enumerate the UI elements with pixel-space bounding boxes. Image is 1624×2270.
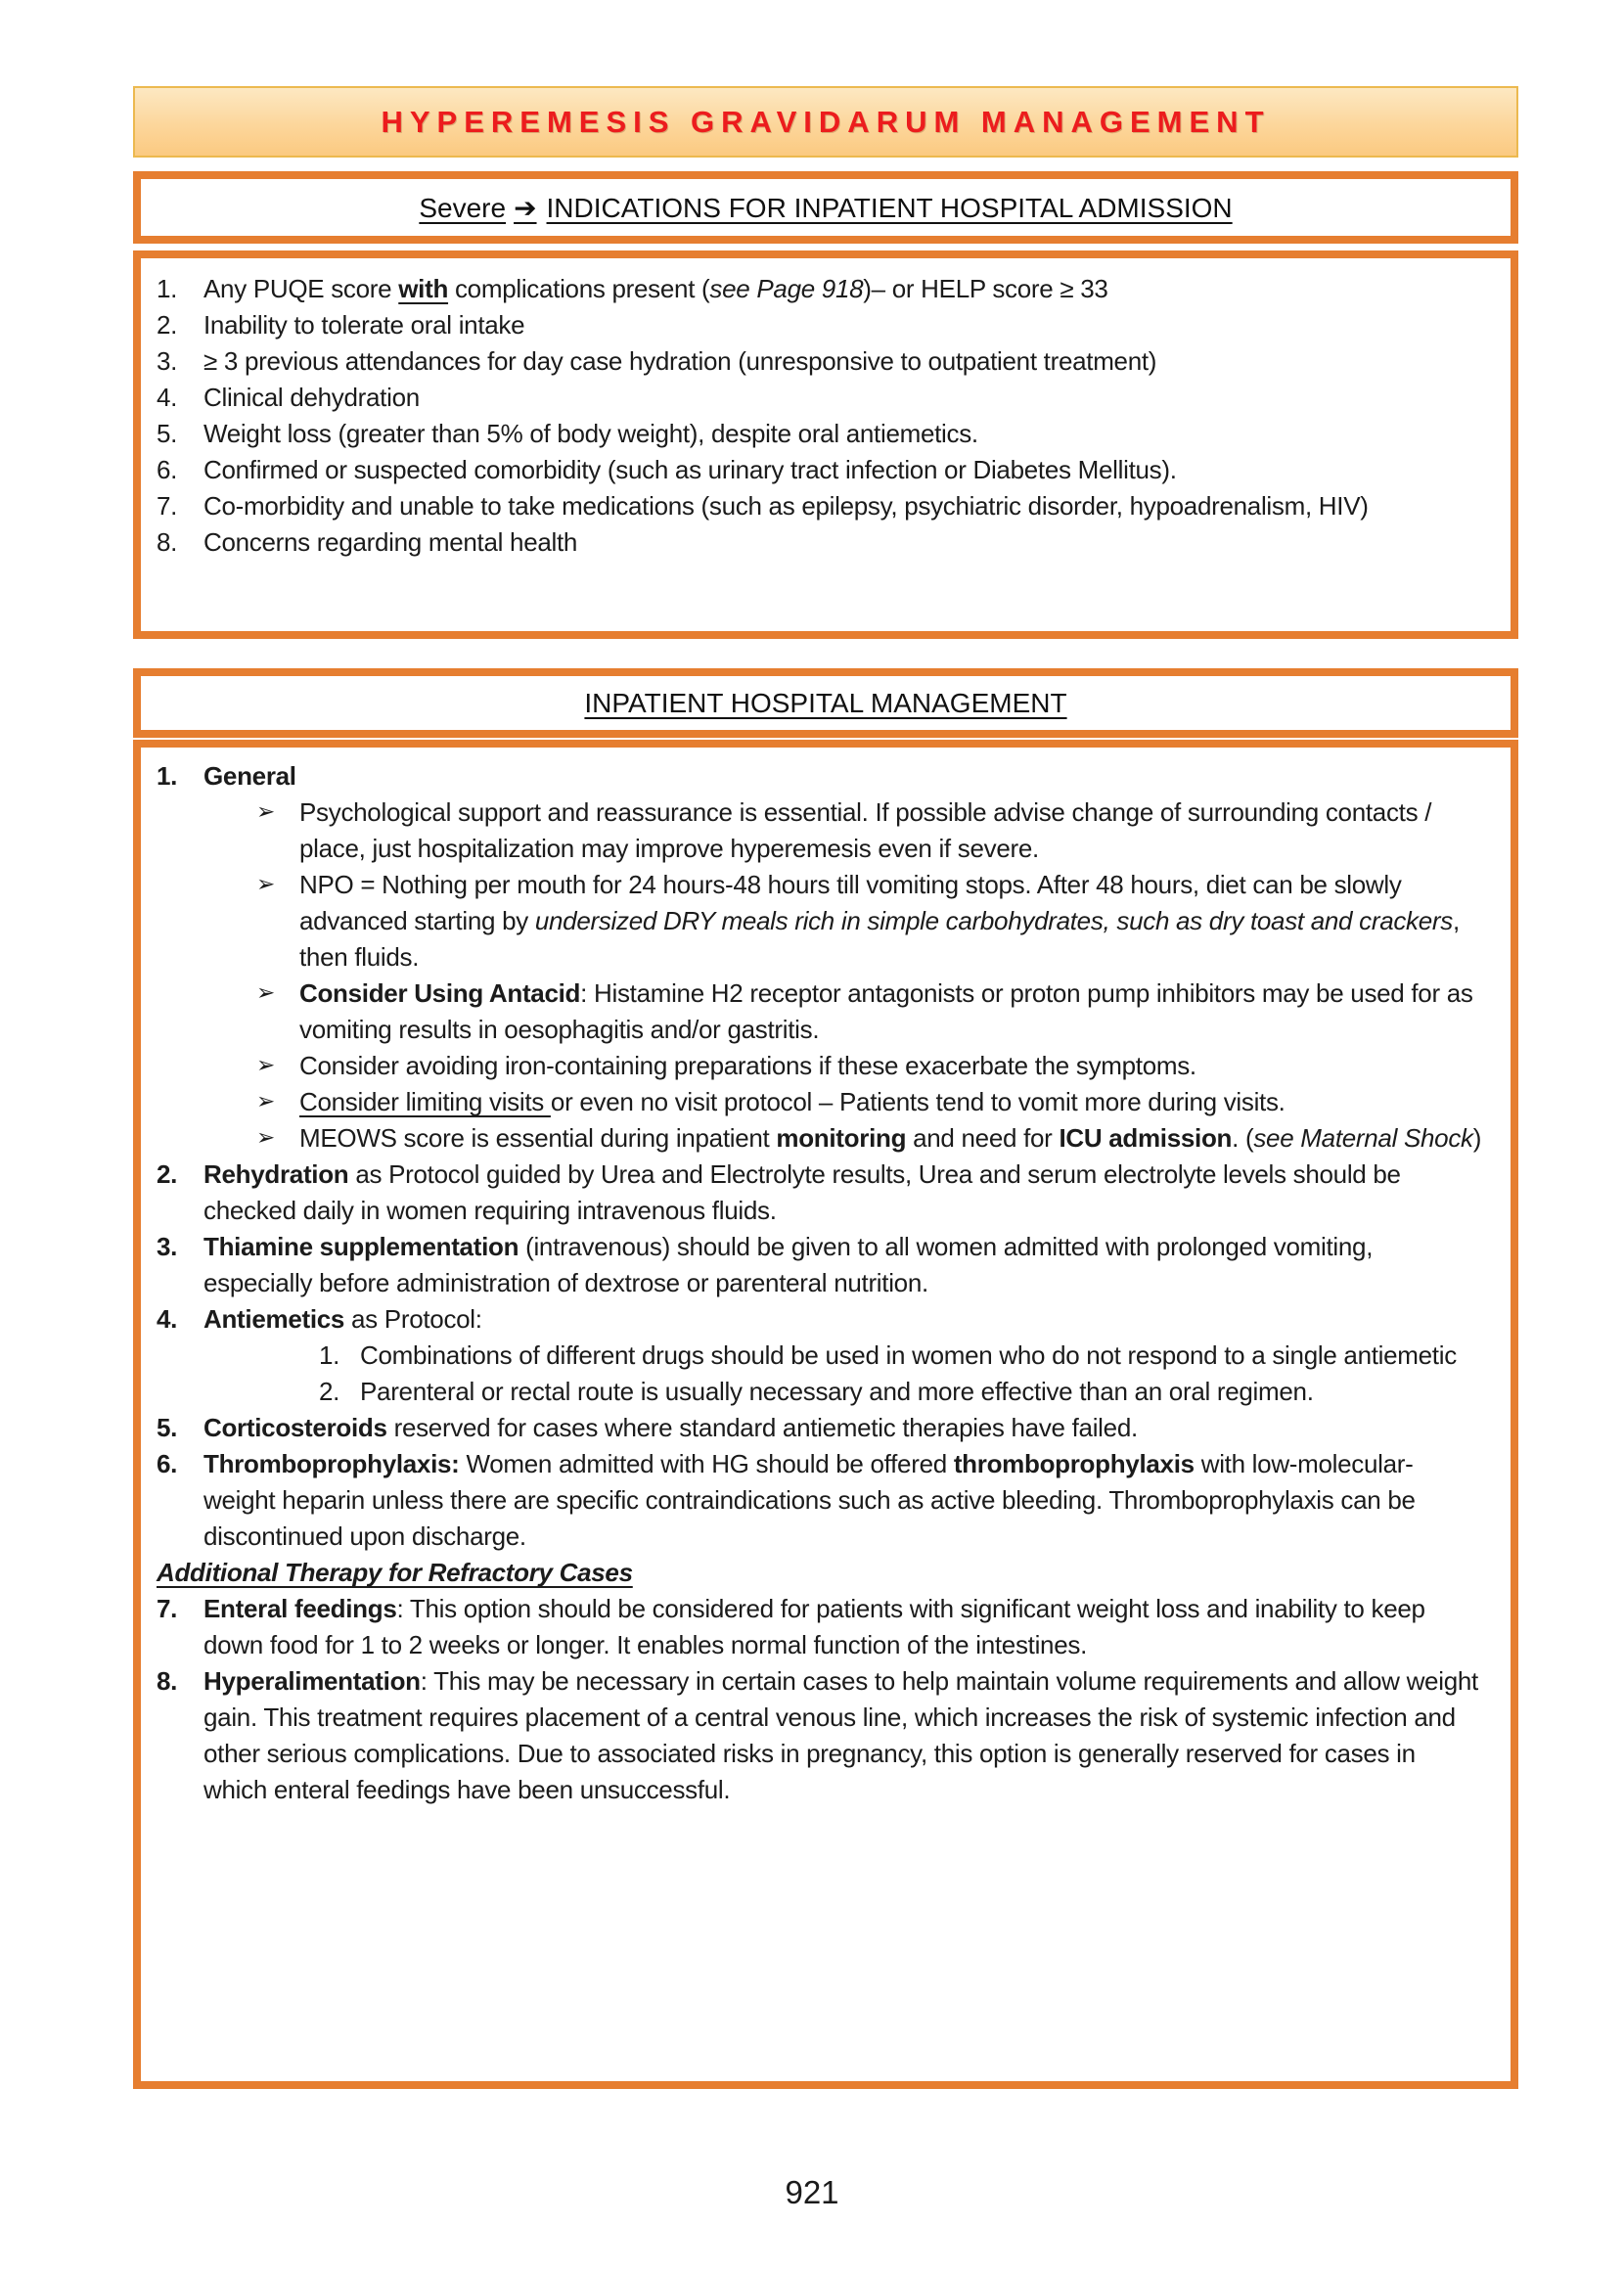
management-list-item [157, 1663, 1483, 1808]
text-run: Clinical dehydration [203, 383, 420, 412]
management-list-item [157, 1157, 1483, 1229]
indication-list-item [157, 488, 1481, 524]
management-list [157, 758, 1483, 1808]
sub-list-item [157, 1374, 1483, 1410]
text-run: )– or HELP score ≥ 33 [863, 274, 1108, 303]
list-item-number: 6. [157, 455, 178, 484]
text-run: see Page 918 [709, 274, 864, 303]
list-item-number: 2. [319, 1377, 340, 1406]
text-run: : This option should be considered for patients with significant weight loss and inability to keep down food for 1 to 2 weeks or longer. It enables normal function of the intestines. [203, 1594, 1425, 1659]
list-item-number: 5. [157, 419, 178, 448]
text-run: Confirmed or suspected comorbidity (such as urinary tract infection or Diabetes Mellitus). [203, 455, 1177, 484]
text-run: MEOWS score is essential during inpatient [299, 1123, 777, 1153]
bullet-item [157, 1084, 1483, 1120]
indication-list-item [157, 271, 1481, 307]
arrow-bullet-icon: ➢ [256, 1053, 275, 1078]
text-run: complications present ( [448, 274, 710, 303]
text-run: and need for [906, 1123, 1060, 1153]
list-item-text [203, 1157, 1483, 1229]
text-run: undersized DRY meals rich in simple carbohydrates, such as dry toast and crackers [534, 906, 1453, 935]
text-run: Co-morbidity and unable to take medications (such as epilepsy, psychiatric disorder, hypoadrenalism, HIV) [203, 491, 1369, 521]
admission-indications-box [133, 250, 1518, 639]
text-run: Corticosteroids [203, 1413, 387, 1442]
sub-list-item [157, 1338, 1483, 1374]
management-list-item [157, 1446, 1483, 1555]
indications-list [157, 271, 1481, 561]
list-item-text [299, 867, 1483, 976]
text-run: Concerns regarding mental health [203, 527, 578, 557]
text-run: thromboprophylaxis [953, 1449, 1195, 1478]
list-item-number: 1. [319, 1340, 340, 1370]
page-number: 921 [785, 2174, 839, 2210]
list-item-text [203, 343, 1481, 380]
list-item-text [299, 1048, 1483, 1084]
bullet-item [157, 794, 1483, 867]
list-item-text [203, 524, 1481, 561]
arrow-bullet-icon: ➢ [256, 872, 275, 897]
list-item-text [203, 1301, 1483, 1338]
management-list-item [157, 1410, 1483, 1446]
list-item-text [203, 488, 1481, 524]
text-run: NPO = Nothing per mouth for 24 hours-48 hours till vomiting stops. After 48 hours, diet can be slowly advanced starting by [299, 870, 1402, 935]
list-item-number: 4. [157, 383, 178, 412]
text-run: Parenteral or rectal route is usually necessary and more effective than an oral regimen. [360, 1377, 1314, 1406]
list-item-number: 4. [157, 1304, 178, 1334]
list-item-text [203, 416, 1481, 452]
text-run: (intravenous) should be given to all women admitted with prolonged vomiting, especially before administration of dextrose or parenteral nutrition. [203, 1232, 1374, 1297]
text-run: with low-molecular-weight heparin unless there are specific contraindications such as active bleeding. Thromboprophylaxis can be discontinued upon discharge. [203, 1449, 1416, 1551]
list-item-number: 3. [157, 1232, 178, 1261]
right-arrow-icon: ➔ [514, 191, 537, 224]
list-item-text [203, 452, 1481, 488]
text-run: ) [1472, 1123, 1482, 1153]
text-run: General [203, 761, 296, 791]
arrow-bullet-icon: ➢ [256, 980, 275, 1006]
management-list-item [157, 1229, 1483, 1301]
arrow-bullet-icon: ➢ [256, 1125, 275, 1151]
list-item-text [299, 1084, 1483, 1120]
bullet-item [157, 1120, 1483, 1157]
list-item-text [203, 380, 1481, 416]
text-run: Any PUQE score [203, 274, 399, 303]
list-item-number: 8. [157, 1666, 178, 1696]
bullet-item [157, 1048, 1483, 1084]
list-item-text [203, 1229, 1483, 1301]
text-run: Psychological support and reassurance is essential. If possible advise change of surrounding contacts / place, just hospitalization may improve hyperemesis even if severe. [299, 797, 1432, 863]
list-item-number: 1. [157, 761, 178, 791]
text-run: Women admitted with HG should be offered [459, 1449, 954, 1478]
list-item-number: 2. [157, 1159, 178, 1189]
text-run: Consider Using Antacid [299, 978, 581, 1008]
text-run: Thromboprophylaxis: [203, 1449, 460, 1478]
text-run: Weight loss (greater than 5% of body weight), despite oral antiemetics. [203, 419, 978, 448]
list-item-number: 7. [157, 491, 178, 521]
title-banner [133, 86, 1518, 158]
text-run: , then fluids. [299, 906, 1460, 972]
list-item-number: 1. [157, 274, 178, 303]
text-run: Hyperalimentation [203, 1666, 421, 1696]
indication-list-item [157, 416, 1481, 452]
text-run: Inability to tolerate oral intake [203, 310, 525, 340]
list-item-number: 5. [157, 1413, 178, 1442]
bullet-item [157, 976, 1483, 1048]
list-item-number: 7. [157, 1594, 178, 1623]
indication-list-item [157, 452, 1481, 488]
text-run: monitoring [776, 1123, 907, 1153]
management-list-item [157, 1301, 1483, 1338]
text-run: ≥ 3 previous attendances for day case hydration (unresponsive to outpatient treatment) [203, 346, 1157, 376]
list-item-number: 6. [157, 1449, 178, 1478]
list-item-text [299, 794, 1483, 867]
text-run: see Maternal Shock [1253, 1123, 1473, 1153]
text-run: . ( [1232, 1123, 1254, 1153]
list-item-text [360, 1374, 1483, 1410]
list-item-text [203, 307, 1481, 343]
management-list-item [157, 758, 1483, 794]
text-run: Thiamine supplementation [203, 1232, 519, 1261]
list-item-text [360, 1338, 1483, 1374]
text-run: reserved for cases where standard antiemetic therapies have failed. [386, 1413, 1138, 1442]
section2-header-box [133, 668, 1518, 738]
list-item-text [299, 976, 1483, 1048]
indication-list-item [157, 343, 1481, 380]
list-item-text [203, 1410, 1483, 1446]
section2-header-title: INPATIENT HOSPITAL MANAGEMENT [584, 687, 1067, 718]
page-title: HYPEREMESIS GRAVIDARUM MANAGEMENT [381, 104, 1271, 139]
list-item-number: 2. [157, 310, 178, 340]
text-run: as Protocol: [344, 1304, 482, 1334]
text-run: Antiemetics [203, 1304, 345, 1334]
list-item-text [203, 1591, 1483, 1663]
bullet-item [157, 867, 1483, 976]
text-run: Enteral feedings [203, 1594, 397, 1623]
text-run: Consider avoiding iron-containing preparations if these exacerbate the symptoms. [299, 1051, 1196, 1080]
subsection-heading [157, 1555, 1483, 1591]
list-item-text [203, 1446, 1483, 1555]
indication-list-item [157, 307, 1481, 343]
management-box [133, 740, 1518, 2089]
management-list-item [157, 1591, 1483, 1663]
severity-label: Severe [419, 192, 507, 223]
indication-list-item [157, 524, 1481, 561]
list-item-text [203, 758, 1483, 794]
list-item-number: 3. [157, 346, 178, 376]
text-run: as Protocol guided by Urea and Electrolyte results, Urea and serum electrolyte levels should be checked daily in women requiring intravenous fluids. [203, 1159, 1401, 1225]
section1-header-title: INDICATIONS FOR INPATIENT HOSPITAL ADMISSION [546, 192, 1233, 223]
arrow-bullet-icon: ➢ [256, 799, 275, 825]
indication-list-item [157, 380, 1481, 416]
text-run: : This may be necessary in certain cases to help maintain volume requirements and allow weight gain. This treatment requires placement of a central venous line, which increases the risk of systemic infection and other serious complications. Due to associated risks in pregnancy, this option is generally reserved for cases in which enteral feedings have been unsuccessful. [203, 1666, 1478, 1804]
list-item-number: 8. [157, 527, 178, 557]
section1-header [419, 192, 1232, 224]
text-run: Consider limiting visits [299, 1087, 551, 1116]
text-run: : Histamine H2 receptor antagonists or proton pump inhibitors may be used for as vomiting results in oesophagitis and/or gastritis. [299, 978, 1473, 1044]
text-run: ICU admission [1059, 1123, 1233, 1153]
text-run: Additional Therapy for Refractory Cases [157, 1558, 633, 1587]
arrow-bullet-icon: ➢ [256, 1089, 275, 1114]
list-item-text [299, 1120, 1483, 1157]
text-run: or even no visit protocol – Patients tend to vomit more during visits. [550, 1087, 1286, 1116]
section1-header-box [133, 171, 1518, 244]
list-item-text [203, 1663, 1483, 1808]
text-run: Combinations of different drugs should be used in women who do not respond to a single antiemetic [360, 1340, 1457, 1370]
text-run: with [398, 274, 449, 303]
text-run: Rehydration [203, 1159, 349, 1189]
list-item-text [203, 271, 1481, 307]
